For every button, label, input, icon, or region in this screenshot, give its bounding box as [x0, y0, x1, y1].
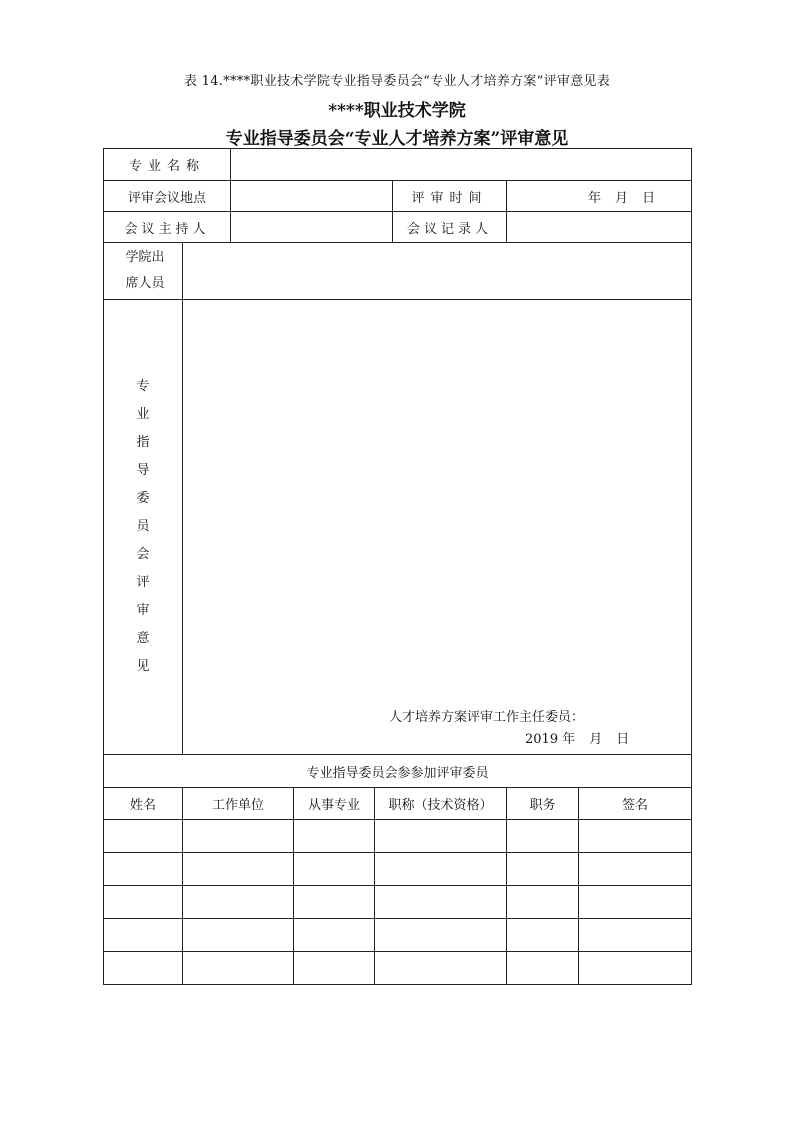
- table-row: [104, 919, 692, 952]
- attendees-label-line2: 席人员: [125, 276, 165, 291]
- member-cell[interactable]: [104, 820, 183, 853]
- column-header-name: 姓名: [104, 788, 183, 820]
- opinion-label-char: 评: [136, 575, 150, 590]
- signature-date: [517, 728, 629, 747]
- member-cell[interactable]: [579, 820, 692, 853]
- member-cell[interactable]: [183, 886, 294, 919]
- column-header-specialty: 从事专业: [294, 788, 375, 820]
- signature-date-day: 日: [616, 732, 630, 747]
- member-cell[interactable]: [294, 952, 375, 985]
- meeting-place-value[interactable]: [231, 181, 393, 212]
- signature-label: 人才培养方案评审工作主任委员：: [389, 710, 585, 725]
- date-day: 日: [642, 190, 656, 206]
- column-header-position: 职务: [507, 788, 579, 820]
- member-cell[interactable]: [104, 952, 183, 985]
- member-cell[interactable]: [294, 886, 375, 919]
- column-header-title: 职称（技术资格）: [375, 788, 507, 820]
- table-row: [104, 886, 692, 919]
- document-title-school: ****职业技术学院: [328, 101, 466, 121]
- opinion-label-char: 意: [136, 631, 150, 646]
- member-cell[interactable]: [579, 952, 692, 985]
- member-cell[interactable]: [507, 952, 579, 985]
- member-cell[interactable]: [375, 853, 507, 886]
- member-cell[interactable]: [183, 952, 294, 985]
- member-cell[interactable]: [375, 886, 507, 919]
- table-row: [104, 853, 692, 886]
- opinion-label-char: 见: [136, 659, 150, 674]
- recorder-value[interactable]: [507, 212, 692, 243]
- member-cell[interactable]: [294, 820, 375, 853]
- member-cell[interactable]: [294, 853, 375, 886]
- attendees-value[interactable]: [183, 243, 692, 300]
- opinion-body[interactable]: [183, 300, 692, 755]
- signature-date-month: 月: [589, 732, 603, 747]
- attendees-label: [104, 243, 183, 300]
- member-cell[interactable]: [294, 919, 375, 952]
- signature-date-year: 2019 年: [525, 732, 576, 747]
- meeting-place-label: 评审会议地点: [104, 181, 231, 212]
- opinion-label-char: 员: [136, 519, 150, 534]
- member-cell[interactable]: [183, 919, 294, 952]
- recorder-label: 会议记录人: [393, 212, 507, 243]
- member-cell[interactable]: [183, 820, 294, 853]
- member-cell[interactable]: [507, 853, 579, 886]
- major-name-value[interactable]: [231, 149, 692, 181]
- member-cell[interactable]: [507, 919, 579, 952]
- member-cell[interactable]: [579, 853, 692, 886]
- member-cell[interactable]: [375, 952, 507, 985]
- table-row: [104, 820, 692, 853]
- member-cell[interactable]: [579, 919, 692, 952]
- opinion-label-char: 指: [136, 435, 150, 450]
- column-header-workplace: 工作单位: [183, 788, 294, 820]
- opinion-label-char: 审: [136, 603, 150, 618]
- review-time-label: 评审时间: [393, 181, 507, 212]
- column-header-signature: 签名: [579, 788, 692, 820]
- member-cell[interactable]: [104, 919, 183, 952]
- member-cell[interactable]: [104, 886, 183, 919]
- member-cell[interactable]: [375, 820, 507, 853]
- member-cell[interactable]: [375, 919, 507, 952]
- member-cell[interactable]: [507, 886, 579, 919]
- date-month: 月: [615, 190, 629, 206]
- review-form-table: [103, 148, 692, 985]
- opinion-label-char: 导: [136, 463, 150, 478]
- date-year: 年: [588, 190, 602, 206]
- opinion-label-char: 专: [136, 379, 150, 394]
- opinion-label-char: 业: [136, 407, 150, 422]
- members-header-row: [104, 788, 692, 820]
- major-name-label: 专业名称: [104, 149, 231, 181]
- review-time-value[interactable]: [507, 181, 692, 212]
- table-row: [104, 952, 692, 985]
- host-label: 会议主持人: [104, 212, 231, 243]
- member-cell[interactable]: [183, 853, 294, 886]
- document-title-form: 专业指导委员会“专业人才培养方案”评审意见: [225, 129, 569, 149]
- attendees-label-line1: 学院出: [125, 250, 165, 265]
- member-cell[interactable]: [579, 886, 692, 919]
- table-caption: 表 14.****职业技术学院专业指导委员会“专业人才培养方案”评审意见表: [183, 74, 611, 89]
- opinion-label-char: 委: [136, 491, 150, 506]
- host-value[interactable]: [231, 212, 393, 243]
- member-cell[interactable]: [104, 853, 183, 886]
- member-cell[interactable]: [507, 820, 579, 853]
- opinion-label-char: 会: [136, 547, 150, 562]
- members-section-title: 专业指导委员会参参加评审委员: [104, 755, 692, 788]
- opinion-label: [104, 300, 183, 755]
